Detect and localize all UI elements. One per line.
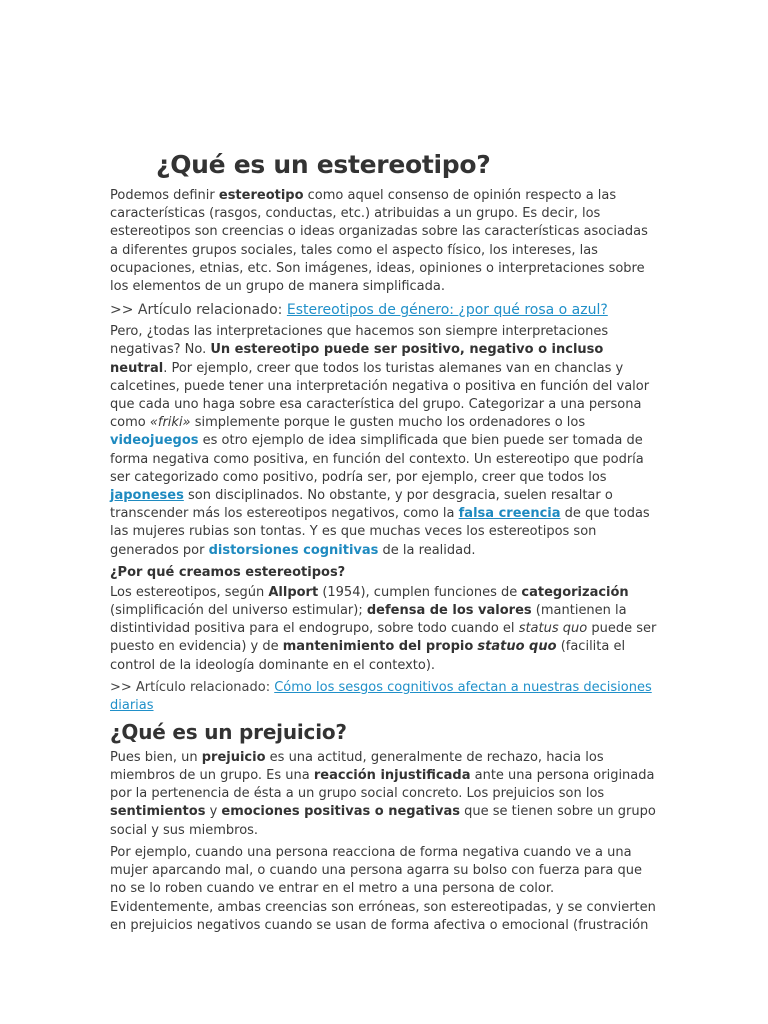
- text: simplemente porque le gusten mucho los ordenadores o los: [190, 415, 586, 431]
- text: puede ser puesto en evidencia) y de: [110, 621, 657, 655]
- related-article-1: [110, 300, 658, 320]
- bold-term: defensa de los valores: [366, 603, 532, 619]
- bold-term: Un estereotipo puede ser positivo, negativo o incluso neutral: [110, 342, 604, 376]
- keyword-link-distorsiones[interactable]: distorsiones cognitivas: [208, 542, 379, 558]
- italic-term: status quo: [518, 621, 588, 637]
- bold-term: reacción injustificada: [313, 768, 471, 784]
- bold-term: categorización: [521, 584, 629, 600]
- text: es una actitud, generalmente de rechazo, hacia los miembros de un grupo. Es una: [110, 749, 604, 784]
- paragraph-2: [110, 323, 658, 560]
- text: como aquel consenso de opinión respecto a las características (rasgos, conductas, etc.) atribuidas a un grupo. Es decir, los estereotipos son creencias o ideas organizadas sobre las características asociadas a diferentes grupos sociales, tales como el aspecto físico, los intereses, las ocupaciones, etnias, etc. Son imágenes, ideas, opiniones o interpretaciones sobre los elementos de un grupo de manera simplificada.: [110, 188, 648, 295]
- text: (1954), cumplen funciones de: [318, 584, 522, 600]
- bold-italic-term: statuo quo: [477, 639, 557, 655]
- italic-term: «friki»: [149, 415, 191, 431]
- related-prefix: >> Artículo relacionado:: [110, 302, 287, 319]
- text: . Por ejemplo, creer que todos los turistas alemanes van en chanclas y calcetines, puede tener una interpretación negativa o positiva en función del valor que cada uno haga sobre esa característica del grupo. Categorizar a una persona como: [110, 360, 650, 431]
- text: Por ejemplo, cuando una persona reacciona de forma negativa cuando ve a una mujer aparcando mal, o cuando una persona agarra su bolso con fuerza para que no se lo roben cuando ve entrar en el metro a una persona de color. Evidentemente, ambas creencias son erróneas, son estereotipadas, y se convierten en prejuicios negativos cuando se usan de forma afectiva o emocional (frustración: [110, 844, 656, 933]
- related-article-link[interactable]: Estereotipos de género: ¿por qué rosa o azul?: [286, 302, 608, 319]
- bold-term: sentimientos: [110, 804, 206, 820]
- related-prefix: >> Artículo relacionado:: [110, 679, 275, 695]
- related-article-2: [110, 679, 658, 715]
- text: y: [205, 804, 222, 820]
- section-heading-prejuicio: ¿Qué es un prejuicio?: [110, 719, 347, 744]
- why-heading: ¿Por qué creamos estereotipos?: [110, 564, 346, 580]
- bold-term: Allport: [268, 584, 319, 600]
- text: es otro ejemplo de idea simplificada que bien puede ser tomada de forma negativa como positiva, en función del contexto. Un estereotipo que podría ser categorizado como positivo, podría ser, por ejemplo, creer que todos los: [110, 433, 644, 485]
- article: [110, 148, 658, 938]
- bold-term: prejuicio: [201, 749, 266, 765]
- keyword-link-falsa-creencia[interactable]: falsa creencia: [458, 506, 561, 522]
- related-article-link[interactable]: Cómo los sesgos cognitivos afectan a nuestras decisiones diarias: [110, 679, 652, 713]
- text: que se tienen sobre un grupo social y sus miembros.: [110, 804, 656, 838]
- keyword-link-videojuegos[interactable]: videojuegos: [110, 433, 199, 449]
- text: (simplificación del universo estimular);: [110, 603, 367, 619]
- paragraph-4: [110, 749, 658, 840]
- intro-paragraph: [110, 187, 658, 296]
- bold-term: estereotipo: [218, 188, 304, 203]
- text: son disciplinados. No obstante, y por desgracia, suelen resaltar o transcender más los estereotipos negativos, como la: [110, 488, 613, 522]
- bold-term: emociones positivas o negativas: [221, 804, 461, 820]
- text: ante una persona originada por la pertenencia de ésta a un grupo social concreto. Los prejuicios son los: [110, 768, 655, 802]
- text: Los estereotipos, según: [110, 584, 269, 600]
- paragraph-5: [110, 844, 658, 934]
- text: Pues bien, un: [110, 749, 202, 765]
- paragraph-3: [110, 584, 658, 675]
- keyword-link-japoneses[interactable]: japoneses: [110, 488, 184, 504]
- text: (mantienen la distintividad positiva para el endogrupo, sobre todo cuando el: [110, 603, 627, 637]
- text: Pero, ¿todas las interpretaciones que hacemos son siempre interpretaciones negativas? No.: [110, 324, 609, 358]
- text: de que todas las mujeres rubias son tontas. Y es que muchas veces los estereotipos son generados por: [110, 506, 650, 558]
- bold-term: mantenimiento del propio: [282, 639, 474, 655]
- page-title: ¿Qué es un estereotipo?: [156, 150, 491, 179]
- text: de la realidad.: [378, 542, 476, 558]
- text: (facilita el control de la ideología dominante en el contexto).: [110, 639, 626, 673]
- text: Podemos definir: [110, 188, 219, 203]
